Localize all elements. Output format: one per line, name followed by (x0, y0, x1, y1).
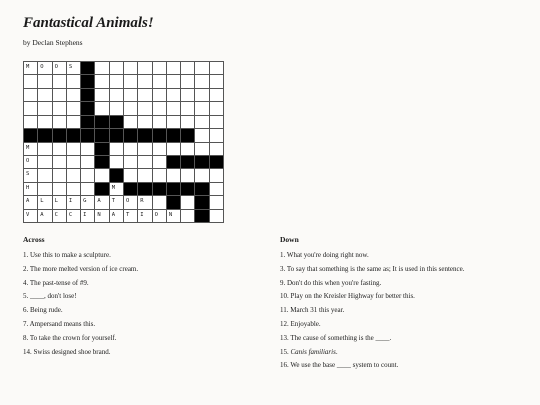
grid-cell[interactable] (38, 75, 52, 88)
cell-letter: M (26, 64, 30, 70)
grid-cell[interactable] (81, 169, 95, 182)
cell-letter: L (40, 198, 44, 205)
grid-cell[interactable] (210, 129, 224, 142)
byline: by Declan Stephens (23, 38, 83, 47)
grid-cell (167, 129, 181, 142)
grid-cell[interactable] (24, 116, 38, 129)
grid-cell[interactable] (195, 129, 209, 142)
cell-letter: O (40, 64, 44, 70)
down-clue: 3. To say that something is the same as; It is used in this sentence. (280, 264, 465, 273)
grid-cell[interactable] (53, 210, 67, 223)
grid-cell[interactable] (67, 116, 81, 129)
across-clue: 2. The more melted version of ice cream. (23, 264, 139, 273)
grid-cell (138, 129, 152, 142)
grid-cell[interactable] (138, 116, 152, 129)
grid-cell[interactable] (95, 196, 109, 209)
grid-cell (210, 156, 224, 169)
down-clue: 13. The cause of something is the ____. (280, 333, 392, 342)
grid-cell[interactable] (181, 196, 195, 209)
cell-letter: S (26, 171, 30, 178)
grid-cell[interactable] (24, 156, 38, 169)
grid-cell[interactable] (38, 169, 52, 182)
grid-cell[interactable] (138, 196, 152, 209)
grid-cell[interactable] (38, 89, 52, 102)
grid-cell (81, 62, 95, 75)
grid-cell[interactable] (53, 183, 67, 196)
grid-cell (181, 183, 195, 196)
grid-cell[interactable] (153, 89, 167, 102)
grid-cell[interactable] (124, 75, 138, 88)
grid-cell[interactable] (38, 183, 52, 196)
grid-cell[interactable] (153, 75, 167, 88)
grid-cell (110, 169, 124, 182)
cell-letter: H (26, 184, 30, 191)
down-clue: 11. March 31 this year. (280, 306, 345, 315)
grid-cell[interactable] (24, 210, 38, 223)
grid-cell[interactable] (167, 116, 181, 129)
grid-cell (181, 129, 195, 142)
grid-cell (81, 75, 95, 88)
grid-cell[interactable] (67, 169, 81, 182)
grid-cell[interactable] (138, 156, 152, 169)
grid-cell[interactable] (167, 102, 181, 115)
grid-cell[interactable] (210, 143, 224, 156)
across-clue: 6. Being rude. (23, 306, 63, 315)
grid-cell[interactable] (53, 156, 67, 169)
grid-cell[interactable] (181, 116, 195, 129)
grid-cell[interactable] (124, 62, 138, 75)
grid-cell[interactable] (138, 143, 152, 156)
grid-cell[interactable] (53, 62, 67, 75)
grid-cell[interactable] (153, 169, 167, 182)
grid-cell (24, 129, 38, 142)
grid-cell[interactable] (210, 183, 224, 196)
grid-cell[interactable] (95, 62, 109, 75)
grid-cell[interactable] (38, 156, 52, 169)
grid-cell[interactable] (138, 75, 152, 88)
grid-cell[interactable] (110, 143, 124, 156)
grid-cell[interactable] (138, 62, 152, 75)
grid-cell[interactable] (181, 169, 195, 182)
grid-cell (95, 116, 109, 129)
grid-cell (124, 129, 138, 142)
cell-letter: A (26, 198, 30, 205)
down-clue: 10. Play on the Kreisler Highway for better this. (280, 292, 415, 301)
grid-cell (110, 129, 124, 142)
cell-letter: C (54, 211, 58, 218)
grid-cell[interactable] (95, 75, 109, 88)
grid-cell[interactable] (81, 210, 95, 223)
grid-cell (95, 143, 109, 156)
grid-cell[interactable] (138, 102, 152, 115)
grid-cell (195, 196, 209, 209)
cell-letter: O (154, 211, 158, 218)
grid-cell[interactable] (167, 89, 181, 102)
grid-cell[interactable] (210, 196, 224, 209)
grid-cell[interactable] (195, 75, 209, 88)
grid-cell[interactable] (138, 210, 152, 223)
grid-cell[interactable] (95, 169, 109, 182)
down-clues (280, 235, 520, 376)
cell-letter: R (140, 198, 144, 205)
grid-cell[interactable] (53, 196, 67, 209)
grid-cell[interactable] (110, 89, 124, 102)
across-clues (23, 235, 263, 362)
cell-letter: M (26, 144, 30, 151)
grid-cell[interactable] (181, 143, 195, 156)
grid-cell[interactable] (53, 143, 67, 156)
grid-cell (81, 89, 95, 102)
grid-cell[interactable] (167, 143, 181, 156)
grid-cell[interactable] (167, 75, 181, 88)
grid-cell[interactable] (110, 183, 124, 196)
across-clue: 8. To take the crown for yourself. (23, 333, 117, 342)
grid-cell[interactable] (67, 143, 81, 156)
across-heading: Across (23, 235, 45, 244)
grid-cell (167, 156, 181, 169)
grid-cell[interactable] (153, 196, 167, 209)
grid-cell[interactable] (24, 183, 38, 196)
cell-letter: I (68, 198, 73, 205)
cell-letter: I (83, 211, 87, 218)
grid-cell[interactable] (167, 210, 181, 223)
grid-cell[interactable] (124, 89, 138, 102)
cell-letter: O (54, 64, 58, 70)
grid-cell[interactable] (210, 116, 224, 129)
grid-cell[interactable] (67, 75, 81, 88)
cell-letter: T (125, 211, 130, 218)
grid-cell[interactable] (67, 196, 81, 209)
grid-cell[interactable] (181, 102, 195, 115)
grid-cell[interactable] (67, 62, 81, 75)
grid-cell[interactable] (181, 89, 195, 102)
grid-cell[interactable] (195, 116, 209, 129)
across-clue: 5. ____, don't lose! (23, 292, 77, 301)
grid-cell[interactable] (81, 156, 95, 169)
cell-letter: I (140, 211, 144, 218)
crossword-grid[interactable] (23, 61, 224, 223)
grid-cell[interactable] (167, 62, 181, 75)
down-clue: 9. Don't do this when you're fasting. (280, 278, 382, 287)
grid-cell[interactable] (124, 169, 138, 182)
grid-cell[interactable] (38, 210, 52, 223)
grid-cell (53, 129, 67, 142)
grid-cell[interactable] (124, 210, 138, 223)
grid-cell[interactable] (210, 62, 224, 75)
grid-cell[interactable] (124, 156, 138, 169)
grid-cell (153, 129, 167, 142)
grid-cell[interactable] (81, 183, 95, 196)
grid-cell[interactable] (24, 143, 38, 156)
grid-cell (38, 129, 52, 142)
grid-cell (153, 183, 167, 196)
grid-cell[interactable] (210, 75, 224, 88)
grid-cell[interactable] (167, 169, 181, 182)
grid-cell[interactable] (53, 89, 67, 102)
grid-cell[interactable] (67, 156, 81, 169)
grid-cell[interactable] (153, 116, 167, 129)
grid-cell (95, 129, 109, 142)
grid-cell[interactable] (110, 75, 124, 88)
down-heading: Down (280, 235, 299, 244)
grid-cell[interactable] (195, 89, 209, 102)
grid-cell[interactable] (38, 62, 52, 75)
grid-cell[interactable] (210, 102, 224, 115)
grid-cell[interactable] (124, 196, 138, 209)
cell-letter: O (125, 198, 130, 205)
grid-cell[interactable] (153, 62, 167, 75)
cell-letter: L (54, 198, 58, 205)
grid-cell[interactable] (110, 156, 124, 169)
grid-cell (181, 156, 195, 169)
grid-cell[interactable] (124, 143, 138, 156)
grid-cell[interactable] (24, 196, 38, 209)
cell-letter: C (68, 211, 73, 218)
across-clue: 1. Use this to make a sculpture. (23, 251, 111, 259)
grid-cell (110, 116, 124, 129)
grid-cell[interactable] (24, 62, 38, 75)
grid-cell[interactable] (195, 169, 209, 182)
cell-letter: G (83, 198, 87, 205)
grid-cell (124, 183, 138, 196)
grid-cell (95, 156, 109, 169)
grid-cell[interactable] (67, 89, 81, 102)
grid-cell[interactable] (38, 102, 52, 115)
grid-cell[interactable] (38, 116, 52, 129)
grid-cell[interactable] (124, 102, 138, 115)
grid-cell (81, 116, 95, 129)
grid-cell[interactable] (195, 102, 209, 115)
grid-cell (167, 183, 181, 196)
grid-cell[interactable] (67, 102, 81, 115)
grid-cell[interactable] (110, 196, 124, 209)
grid-cell[interactable] (138, 89, 152, 102)
grid-cell[interactable] (38, 196, 52, 209)
grid-cell[interactable] (38, 143, 52, 156)
grid-cell (195, 210, 209, 223)
cell-letter: A (111, 211, 116, 218)
grid-cell[interactable] (67, 183, 81, 196)
down-clue: 1. What you're doing right now. (280, 251, 369, 259)
grid-cell[interactable] (153, 156, 167, 169)
grid-cell[interactable] (53, 116, 67, 129)
grid-cell[interactable] (24, 169, 38, 182)
grid-cell (167, 196, 181, 209)
grid-cell[interactable] (210, 210, 224, 223)
grid-cell[interactable] (110, 210, 124, 223)
grid-cell[interactable] (210, 169, 224, 182)
cell-letter: V (26, 211, 30, 218)
grid-cell[interactable] (153, 102, 167, 115)
grid-cell[interactable] (24, 102, 38, 115)
grid-cell[interactable] (110, 102, 124, 115)
puzzle-title: Fantastical Animals! (23, 15, 154, 31)
cell-letter: O (26, 157, 30, 164)
cell-letter: A (97, 198, 101, 205)
cell-letter: S (68, 64, 73, 70)
grid-cell[interactable] (138, 169, 152, 182)
grid-cell[interactable] (95, 210, 109, 223)
grid-cell[interactable] (195, 143, 209, 156)
grid-cell (195, 183, 209, 196)
cell-letter: M (111, 184, 116, 191)
grid-cell[interactable] (181, 75, 195, 88)
grid-cell[interactable] (195, 62, 209, 75)
grid-cell[interactable] (95, 89, 109, 102)
grid-cell (81, 129, 95, 142)
cell-letter: N (168, 211, 173, 218)
grid-cell[interactable] (181, 210, 195, 223)
down-clue: 15. Canis familiaris. (280, 347, 338, 356)
grid-cell[interactable] (95, 102, 109, 115)
grid-cell (195, 156, 209, 169)
down-clue: 12. Enjoyable. (280, 319, 321, 328)
grid-cell[interactable] (181, 62, 195, 75)
grid-cell[interactable] (124, 116, 138, 129)
grid-cell[interactable] (67, 210, 81, 223)
across-clue: 14. Swiss designed shoe brand. (23, 347, 111, 356)
grid-cell (138, 183, 152, 196)
cell-letter: T (111, 198, 116, 205)
cell-letter: A (40, 211, 44, 218)
down-clue: 16. We use the base ____ system to count. (280, 361, 399, 370)
grid-cell[interactable] (53, 75, 67, 88)
grid-cell[interactable] (24, 75, 38, 88)
grid-cell[interactable] (153, 143, 167, 156)
grid-cell[interactable] (81, 143, 95, 156)
grid-cell[interactable] (24, 89, 38, 102)
grid-cell[interactable] (110, 62, 124, 75)
grid-cell[interactable] (53, 169, 67, 182)
grid-cell[interactable] (81, 196, 95, 209)
grid-cell[interactable] (210, 89, 224, 102)
across-clue: 4. The past-tense of #9. (23, 278, 89, 287)
grid-cell (67, 129, 81, 142)
grid-cell[interactable] (53, 102, 67, 115)
grid-cell[interactable] (153, 210, 167, 223)
grid-cell (95, 183, 109, 196)
cell-letter: N (97, 211, 101, 218)
across-clue: 7. Ampersand means this. (23, 319, 96, 328)
grid-cell (81, 102, 95, 115)
